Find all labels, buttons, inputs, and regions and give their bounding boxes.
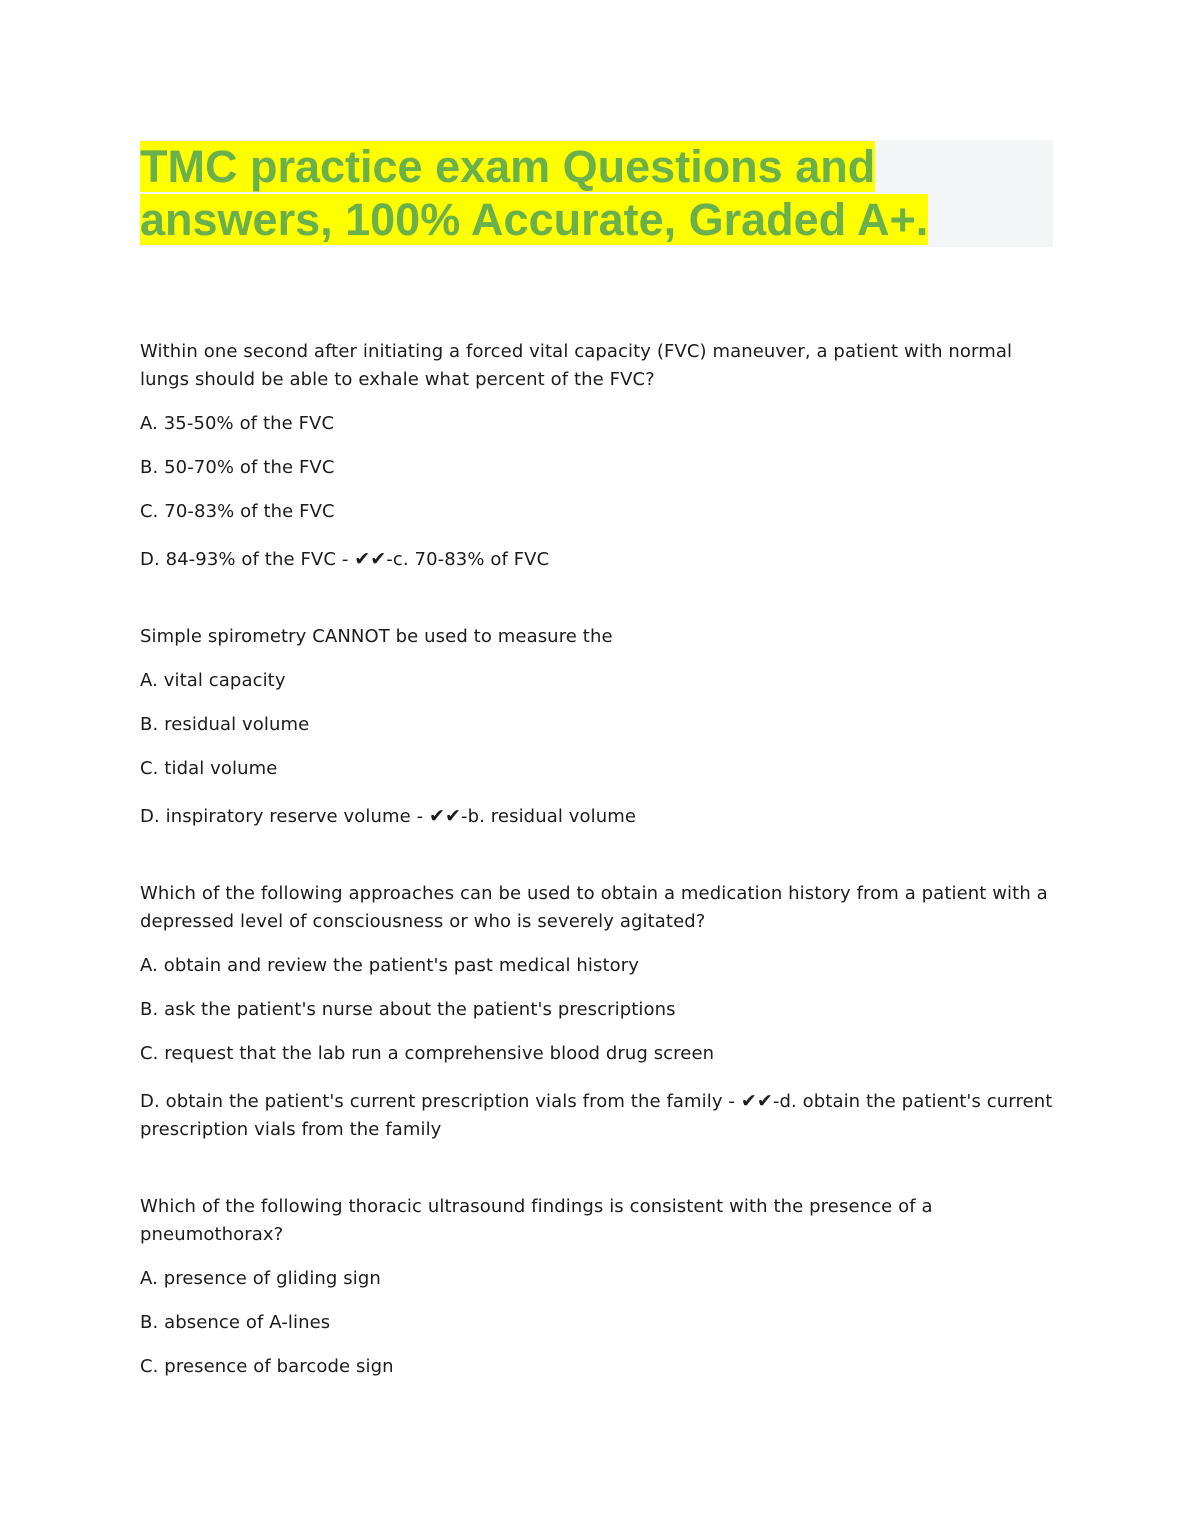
title-line-2: answers, 100% Accurate, Graded A+.	[140, 194, 929, 245]
option-c: C. tidal volume	[140, 758, 278, 779]
question-text: Simple spirometry CANNOT be used to measure the	[140, 626, 613, 647]
document-page	[140, 140, 1054, 1430]
answer-text: -b. residual volume	[461, 806, 637, 827]
check-mark-icon: ✔✔	[740, 1090, 773, 1112]
question-text: Within one second after initiating a forced vital capacity (FVC) maneuver, a patient with normal lungs should be able to exhale what percent of the FVC?	[140, 341, 1013, 390]
option-d: D. inspiratory reserve volume -	[140, 806, 429, 827]
question-text: Which of the following thoracic ultrasound findings is consistent with the presence of a pneumothorax?	[140, 1196, 933, 1245]
question-text: Which of the following approaches can be used to obtain a medication history from a patient with a depressed level of consciousness or who is severely agitated?	[140, 883, 1048, 932]
option-c: C. 70-83% of the FVC	[140, 501, 335, 522]
check-mark-icon: ✔✔	[429, 805, 462, 827]
question-4	[140, 1193, 1054, 1381]
option-b: B. 50-70% of the FVC	[140, 457, 335, 478]
option-a: A. presence of gliding sign	[140, 1268, 381, 1289]
option-d: D. 84-93% of the FVC -	[140, 549, 355, 570]
option-c: C. presence of barcode sign	[140, 1356, 394, 1377]
option-b: B. absence of A-lines	[140, 1312, 331, 1333]
answer-text: -c. 70-83% of FVC	[386, 549, 550, 570]
title-line-1: TMC practice exam Questions and	[140, 141, 876, 192]
option-c: C. request that the lab run a comprehensive blood drug screen	[140, 1043, 715, 1064]
option-a: A. 35-50% of the FVC	[140, 413, 335, 434]
option-d-with-answer	[140, 1087, 1054, 1144]
title-block	[140, 140, 1053, 247]
question-3	[140, 880, 1054, 1144]
option-b: B. ask the patient's nurse about the patient's prescriptions	[140, 999, 676, 1020]
question-2	[140, 623, 1054, 831]
question-1	[140, 338, 1054, 574]
option-a: A. obtain and review the patient's past medical history	[140, 955, 640, 976]
option-d-with-answer	[140, 802, 1054, 831]
question-list	[140, 338, 1054, 1381]
check-mark-icon: ✔✔	[354, 548, 387, 570]
answer-text: -d. obtain the patient's current prescription vials from the family	[140, 1091, 1053, 1140]
document-title	[140, 140, 1053, 246]
option-b: B. residual volume	[140, 714, 310, 735]
option-d-with-answer	[140, 545, 1054, 574]
option-d: D. obtain the patient's current prescription vials from the family -	[140, 1091, 741, 1112]
option-a: A. vital capacity	[140, 670, 286, 691]
